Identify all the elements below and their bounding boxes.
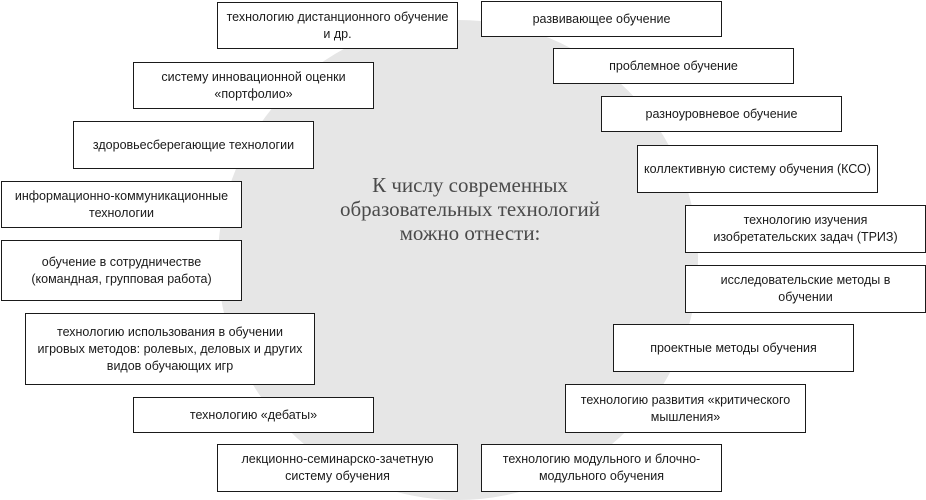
item-lecture-seminar: лекционно-семинарско-зачетную систему обучения (217, 444, 458, 492)
item-debates: технологию «дебаты» (133, 397, 374, 433)
item-collective-system: коллективную систему обучения (КСО) (637, 145, 878, 193)
item-developmental-learning: развивающее обучение (481, 1, 722, 37)
item-research-methods: исследовательские методы в обучении (685, 265, 926, 313)
item-project-methods: проектные методы обучения (613, 324, 854, 372)
item-health-saving: здоровьесберегающие технологии (73, 121, 314, 169)
item-problem-learning: проблемное обучение (553, 48, 794, 84)
item-modular-learning: технологию модульного и блочно-модульного обучения (481, 444, 722, 492)
item-cooperative-learning: обучение в сотрудничестве (командная, групповая работа) (1, 240, 242, 301)
item-critical-thinking: технологию развития «критического мышления» (565, 384, 806, 433)
item-ict: информационно-коммуникационные технологии (1, 181, 242, 228)
central-statement: К числу современных образовательных технологий можно отнести: (340, 173, 600, 245)
item-triz: технологию изучения изобретательских задач (ТРИЗ) (685, 205, 926, 253)
item-game-methods: технологию использования в обучении игровых методов: ролевых, деловых и других видов обучающих игр (25, 313, 315, 385)
item-multilevel-learning: разноуровневое обучение (601, 96, 842, 132)
item-portfolio-assessment: систему инновационной оценки «портфолио» (133, 62, 374, 109)
item-distance-learning: технологию дистанционного обучение и др. (217, 2, 458, 49)
